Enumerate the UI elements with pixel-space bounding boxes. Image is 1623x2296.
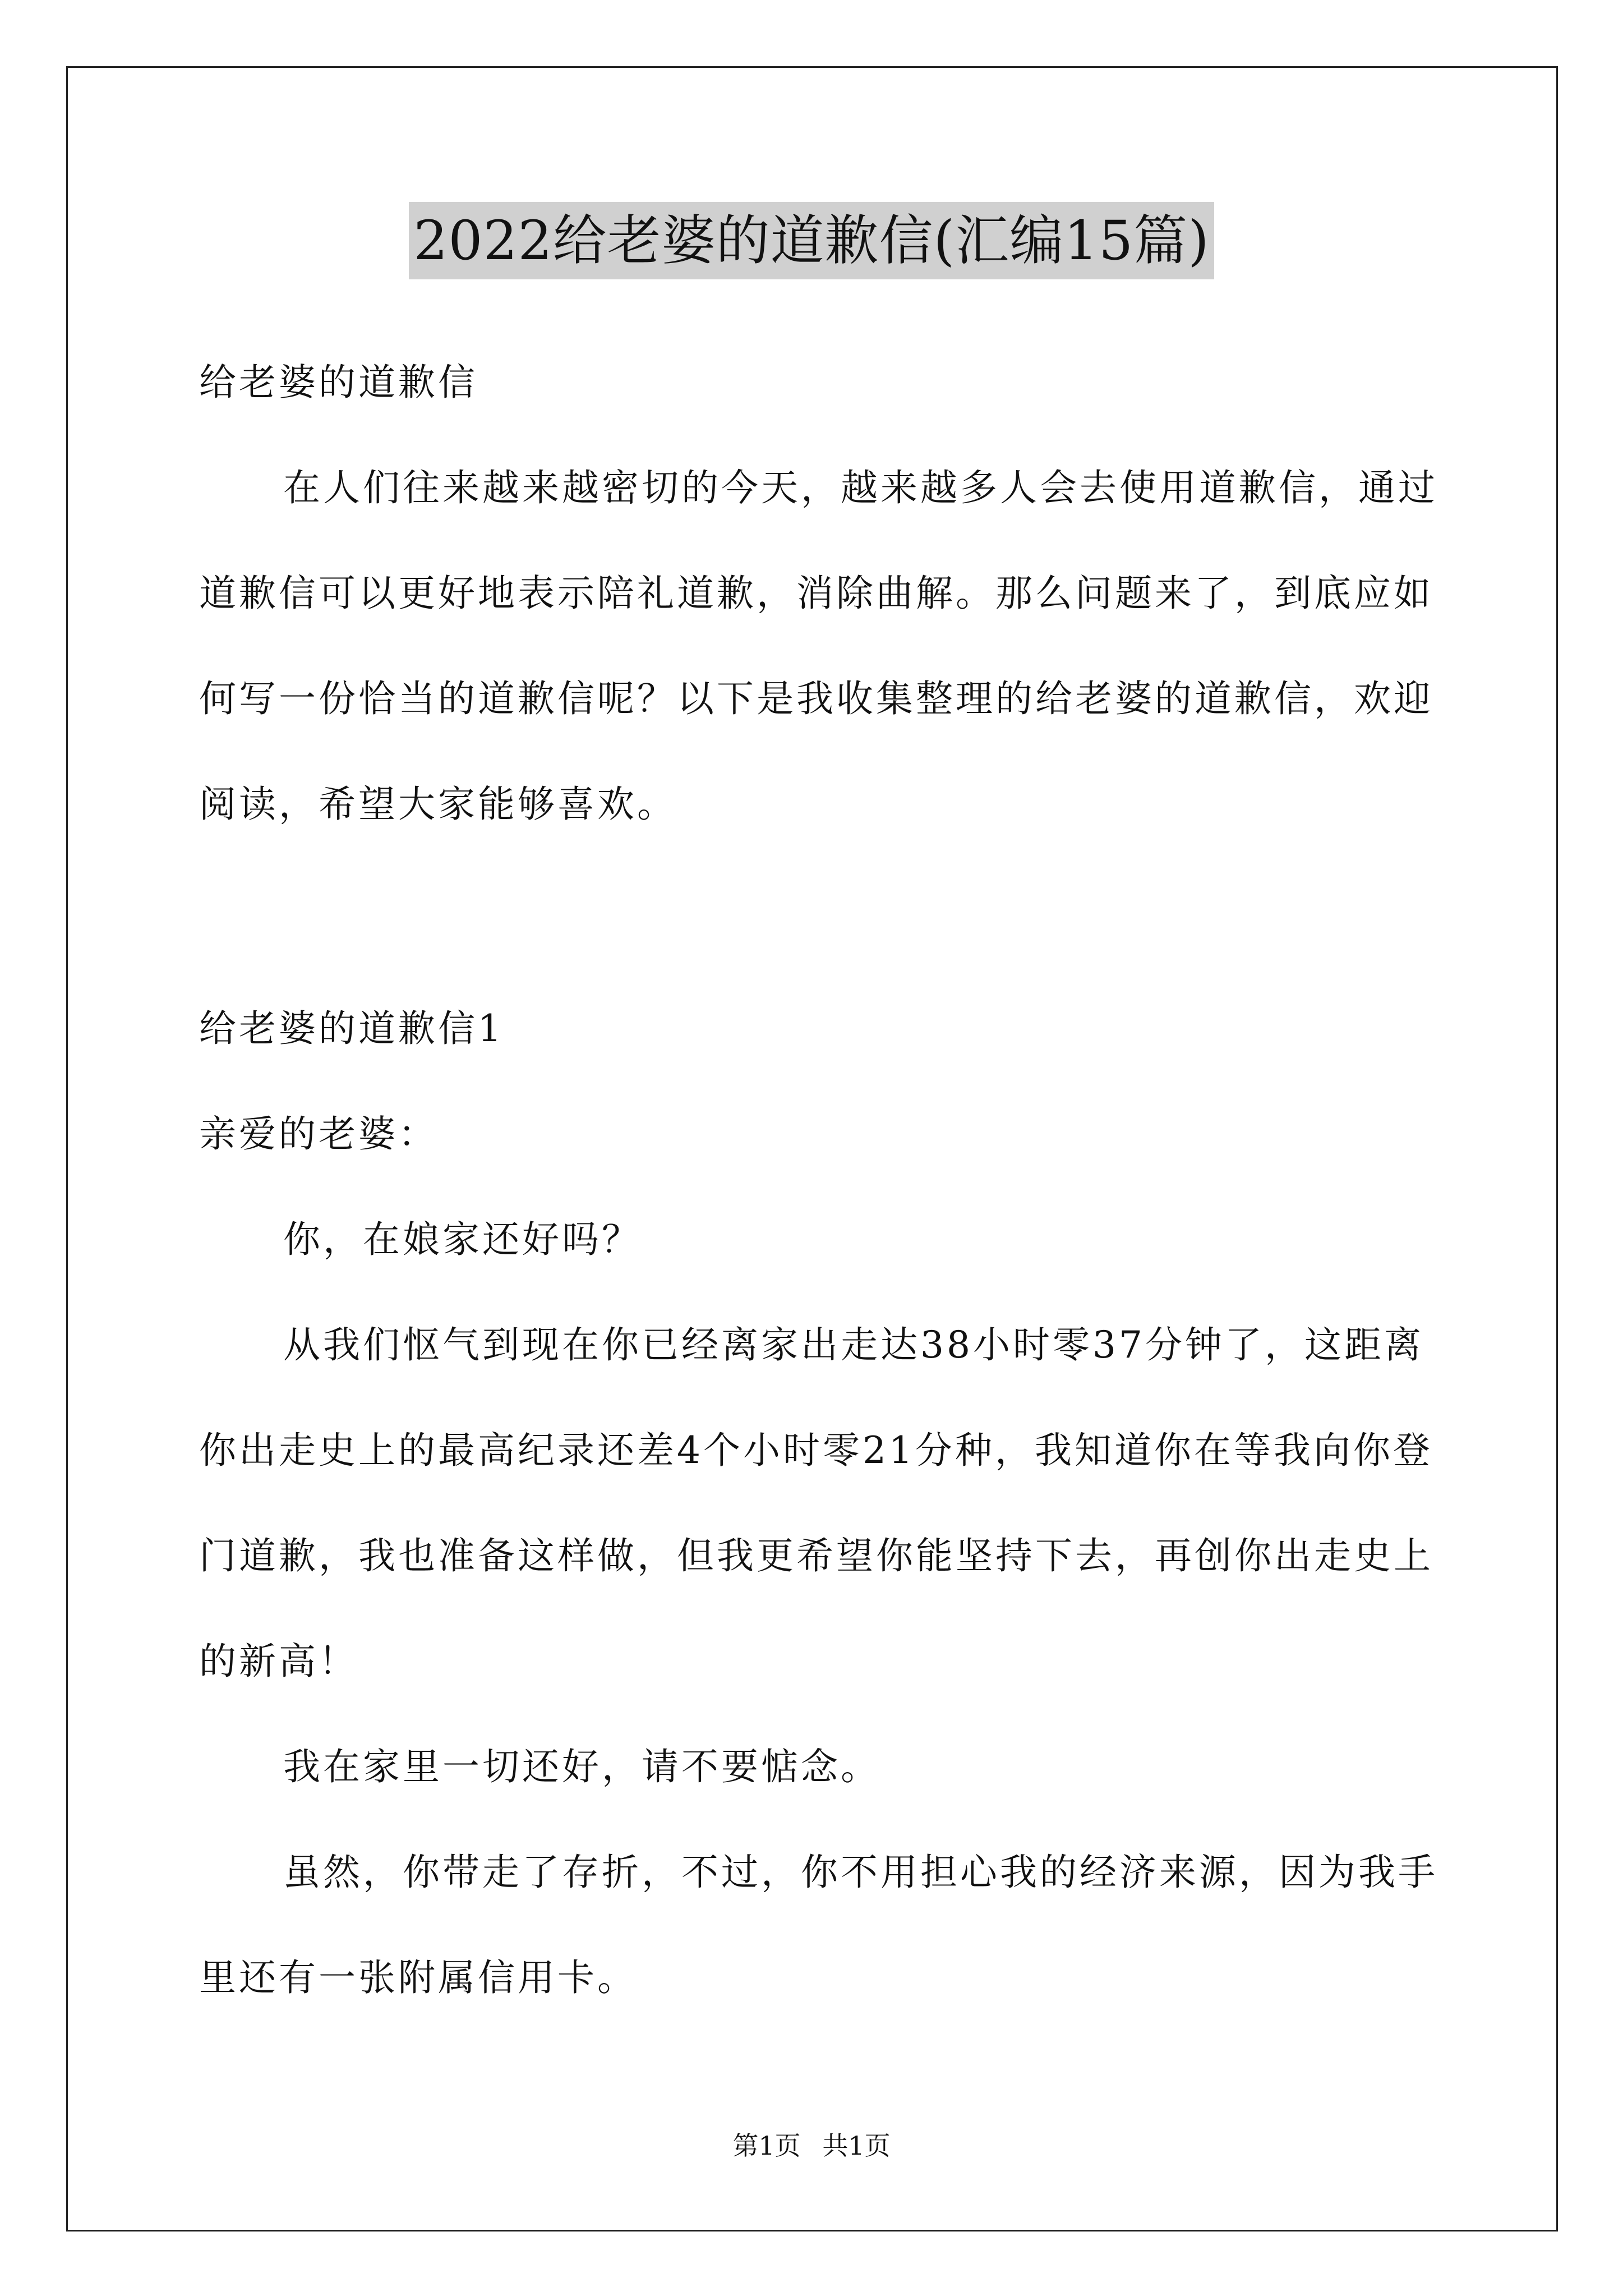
page-footer <box>0 2129 1623 2162</box>
letter-1-paragraph: 虽然，你带走了存折，不过，你不用担心我的经济来源，因为我手里还有一张附属信用卡。 <box>199 1851 1438 1999</box>
letter-1-paragraph: 从我们怄气到现在你已经离家出走达38小时零37分钟了，这距离你出走史上的最高纪录还差4个小时零21分种，我知道你在等我向你登门道歉，我也准备这样做，但我更希望你能坚持下去，再创你出走史上的新高！ <box>199 1323 1433 1683</box>
letter-1-heading: 给老婆的道歉信1 <box>199 1007 504 1050</box>
page-total: 共1页 <box>822 2131 891 2161</box>
document-body <box>199 330 1455 857</box>
intro-paragraph: 在人们往来越来越密切的今天，越来越多人会去使用道歉信，通过道歉信可以更好地表示陪礼道歉，消除曲解。那么问题来了，到底应如何写一份恰当的道歉信呢？以下是我收集整理的给老婆的道歉信，欢迎阅读，希望大家能够喜欢。 <box>199 466 1438 826</box>
letter-1-paragraph: 我在家里一切还好，请不要惦念。 <box>283 1745 880 1788</box>
letter-1-paragraph: 你，在娘家还好吗？ <box>283 1218 642 1261</box>
letter-1-salutation: 亲爱的老婆： <box>199 1112 438 1156</box>
title-container <box>0 202 1623 279</box>
letter-1 <box>199 976 1455 2031</box>
intro-heading: 给老婆的道歉信 <box>199 361 478 404</box>
document-title: 2022给老婆的道歉信(汇编15篇) <box>409 202 1214 279</box>
page-number: 第1页 <box>732 2131 801 2161</box>
